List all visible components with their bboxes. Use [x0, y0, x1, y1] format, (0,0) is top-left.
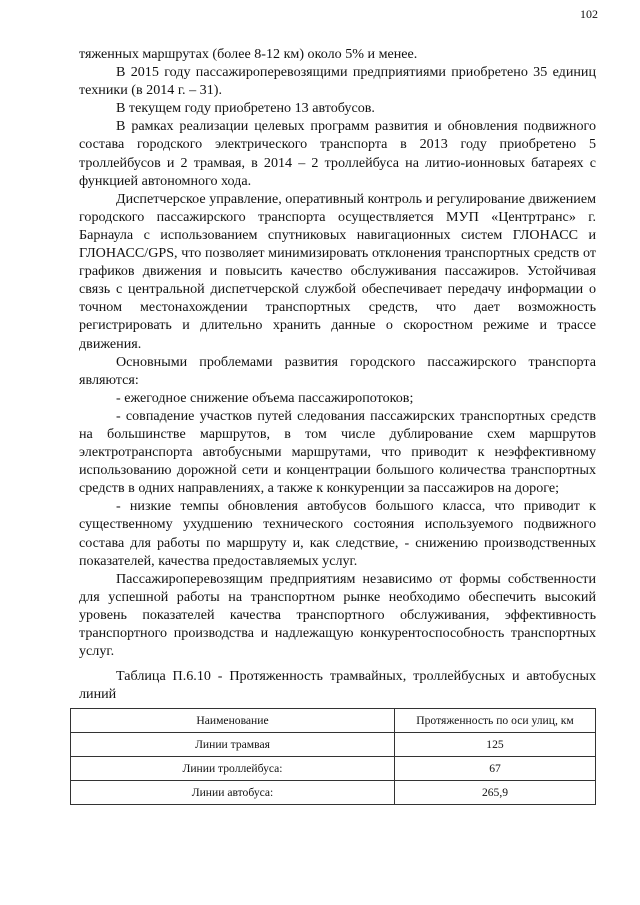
body-text [79, 45, 596, 660]
table-cell: Линии трамвая [71, 733, 395, 757]
table-cell: 125 [395, 733, 596, 757]
table-cell: Линии троллейбуса: [71, 757, 395, 781]
table-caption: Таблица П.6.10 - Протяженность трамвайных, троллейбусных и автобусных линий [79, 668, 596, 702]
table-header-cell: Наименование [71, 709, 395, 733]
paragraph: В рамках реализации целевых программ развития и обновления подвижного состава городского электрического транспорта в 2013 году приобретено 5 троллейбусов и 2 трамвая, в 2014 – 2 троллейбуса на литио-ионновых батареях с функцией автономного хода. [79, 118, 596, 189]
paragraph: Основными проблемами развития городского пассажирского транспорта являются: [79, 353, 596, 388]
table-header-row [71, 709, 596, 733]
list-item: - совпадение участков путей следования пассажирских транспортных средств на большинстве маршрутов, в том числе дублирование схем маршрутов электротранспорта автобусными маршрутами, что приводит к неэффективному использованию дорожной сети и концентрации большого количества транспортных средств в одних направлениях, а также к конкуренции за пассажиров на дороге; [79, 407, 596, 497]
paragraph: Пассажироперевозящим предприятиям независимо от формы собственности для успешной работы на транспортном рынке необходимо обеспечить высокий уровень показателей качества транспортного обслуживания, эффективность транспортного производства и надлежащую конкурентоспособность транспортных услуг. [79, 570, 596, 660]
table-header-cell: Протяженность по оси улиц, км [395, 709, 596, 733]
table-cell: 265,9 [395, 781, 596, 805]
paragraph: В текущем году приобретено 13 автобусов. [116, 100, 375, 117]
table-cell: 67 [395, 757, 596, 781]
table-row [71, 781, 596, 805]
paragraph: тяженных маршрутах (более 8-12 км) около 5% и менее. [79, 46, 418, 62]
table-row [71, 733, 596, 757]
paragraph: В 2015 году пассажироперевозящими предприятиями приобретено 35 единиц техники (в 2014 г. – 31). [79, 64, 596, 99]
table-row [71, 757, 596, 781]
paragraph: Диспетчерское управление, оперативный контроль и регулирование движением городского пассажирского транспорта осуществляется МУП «Центртранс» г. Барнаула с использованием спутниковых навигационных систем ГЛОНАСС и ГЛОНАСС/GPS, что позволяет минимизировать отклонения транспортных средств от графиков движения и повысить качество обслуживания пассажиров. Устойчивая связь с центральной диспетчерской службой обеспечивает передачу информации о точном местонахождении транспортных средств, что дает возможность регистрировать и длительно хранить данные о скоростном режиме и трассе движения. [79, 190, 596, 352]
table-cell: Линии автобуса: [71, 781, 395, 805]
list-item: - ежегодное снижение объема пассажиропотоков; [116, 389, 414, 406]
data-table [70, 708, 596, 805]
list-item: - низкие темпы обновления автобусов большого класса, что приводит к существенному ухудшению технического состояния используемого подвижного состава для работы по маршруту и, как следствие, - снижению производственных показателей, качества предоставляемых услуг. [79, 498, 596, 569]
page-number: 102 [580, 7, 598, 21]
